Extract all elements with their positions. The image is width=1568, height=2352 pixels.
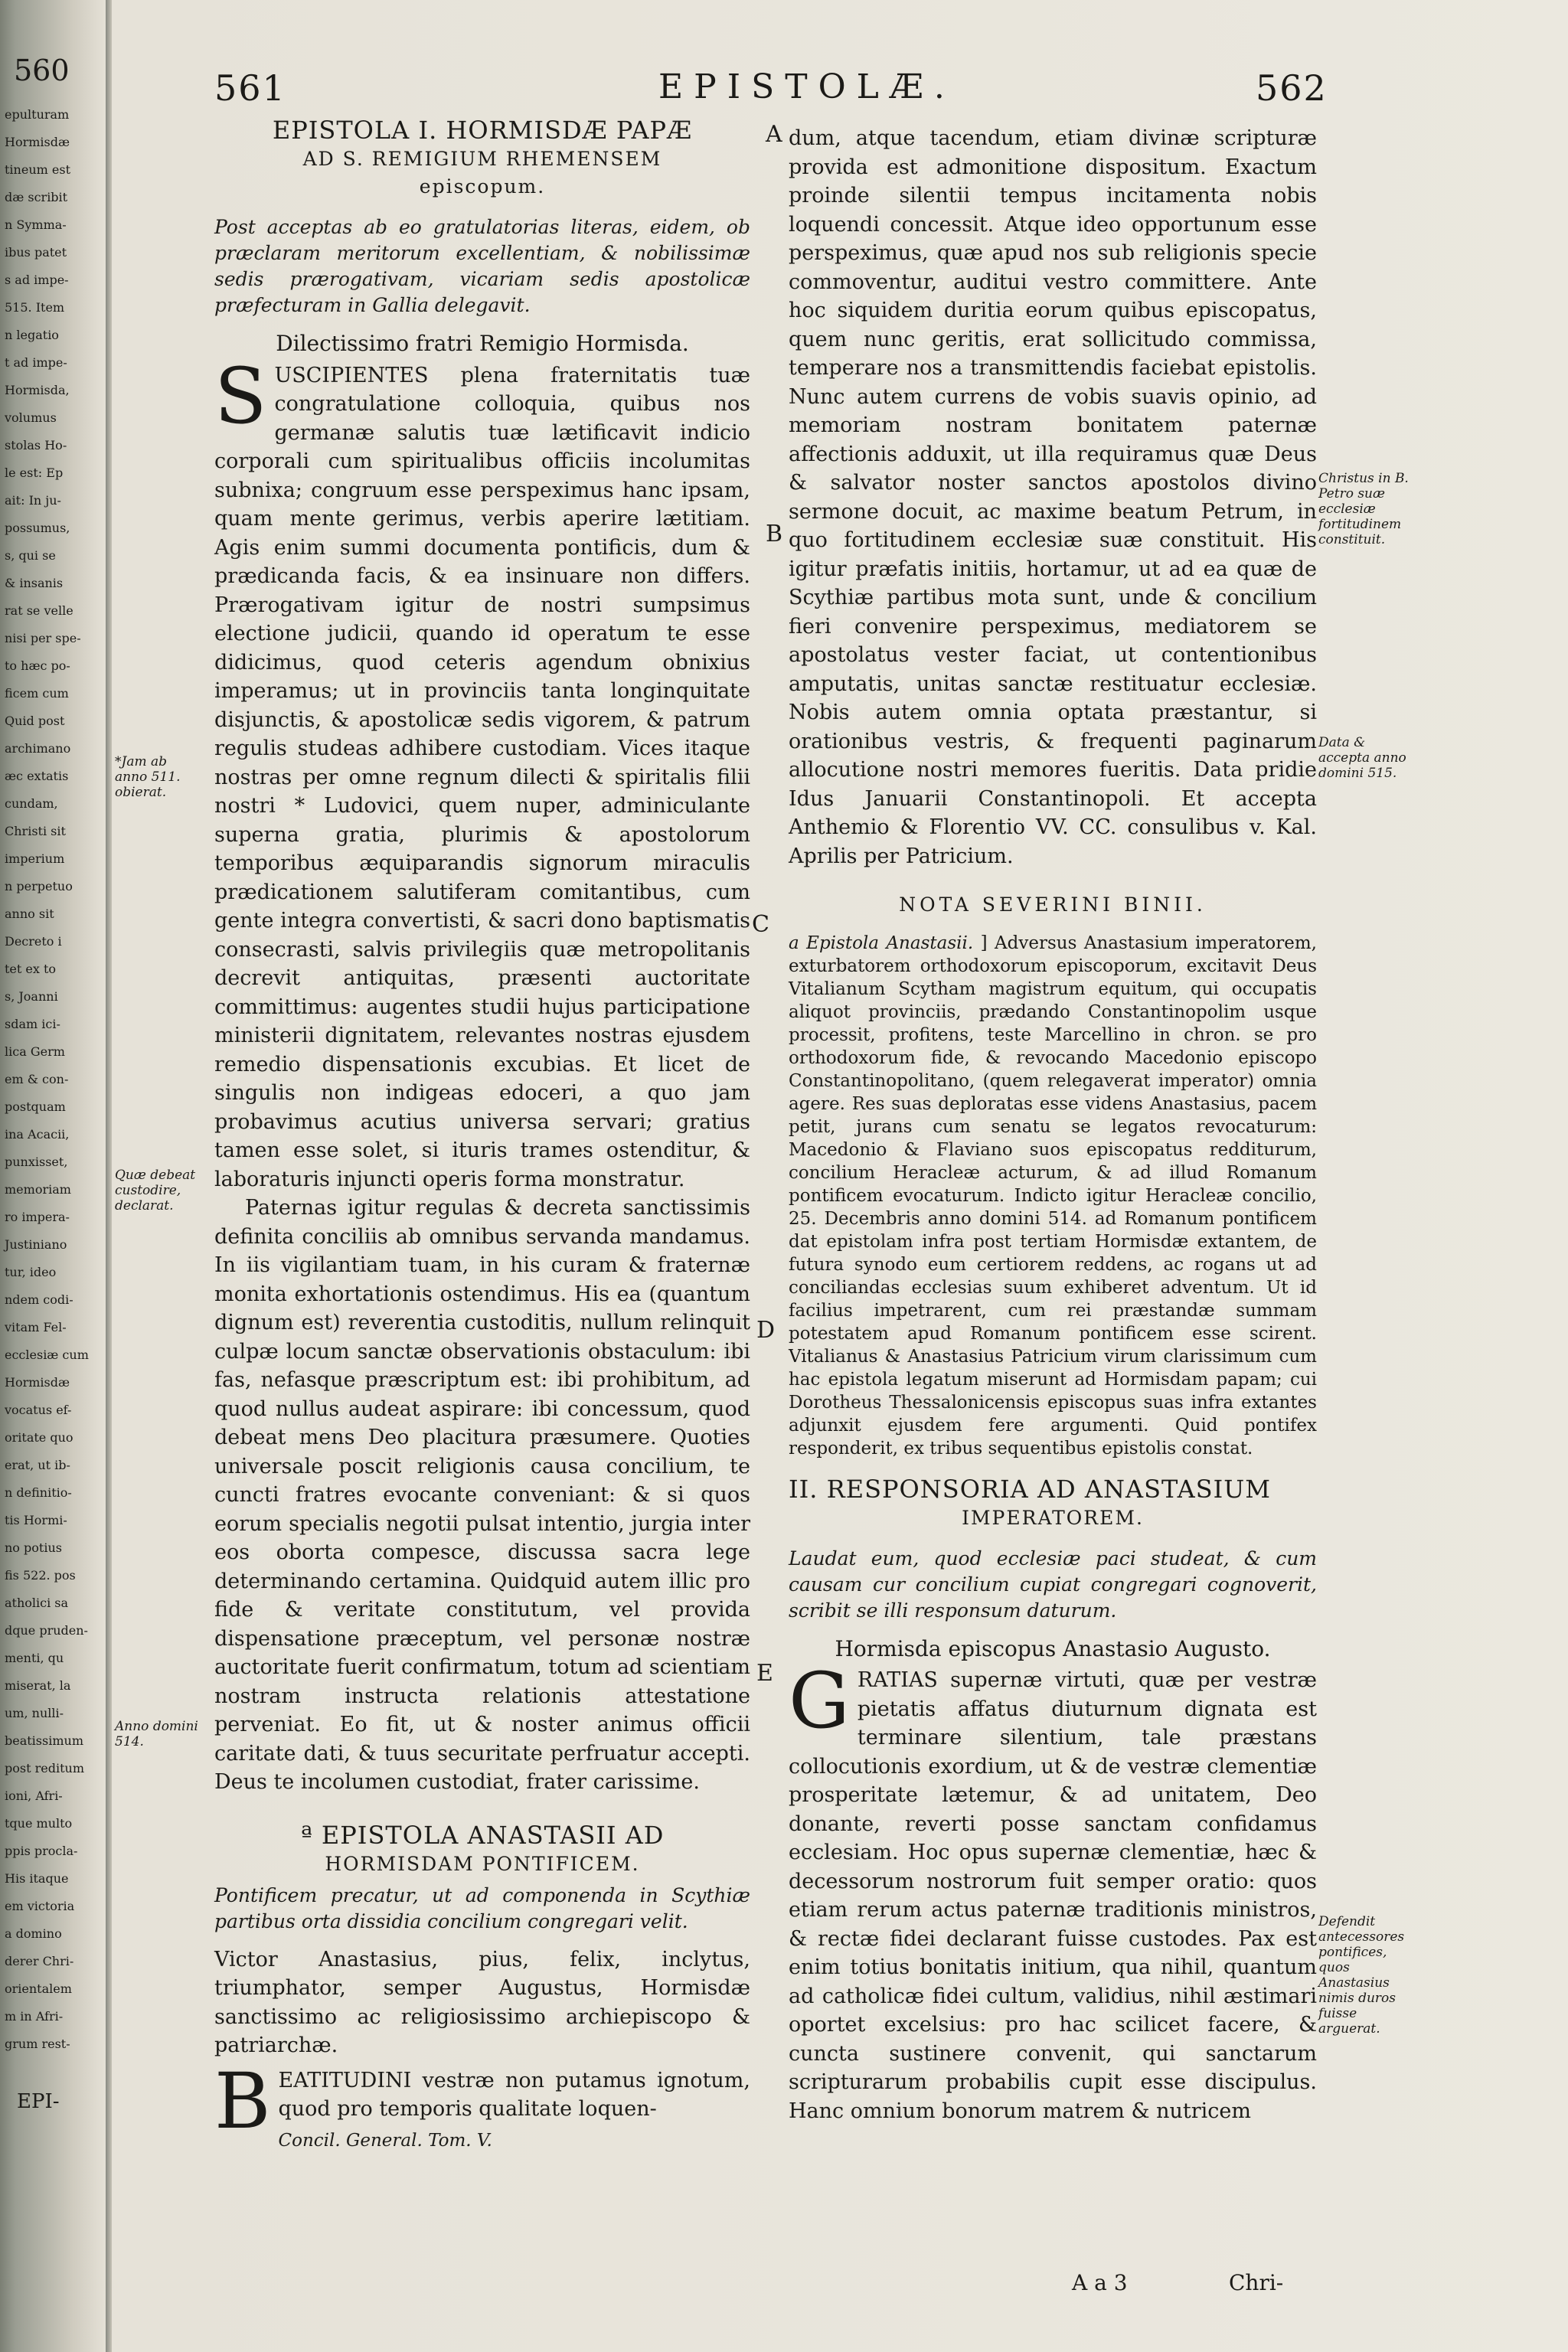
previous-page-line: ficem cum	[5, 686, 69, 701]
previous-page-line: Quid post	[5, 714, 65, 728]
previous-page-line: miserat, la	[5, 1678, 71, 1693]
previous-page-line: n legatio	[5, 328, 59, 342]
previous-page-line: His itaque	[5, 1871, 69, 1886]
drop-capital: B	[214, 2056, 271, 2146]
paragraph: Paternas igitur regulas & decreta sanctissimis definita conciliis ab omnibus servanda mandamus. In iis vigilantiam tuam, in his curam & fraternæ monita exhortationis ostendimus. His ea (quantum dignum est) reverentia custoditis, nullum relinquit culpæ locum sanctæ observationis obstaculum: ibi fas, nefasque præscriptum est: ibi prohibitum, ad quod nullus audeat aspirare: ibi concessum, quod debeat mens Deo placitura præsumere. Quoties universale poscit religionis causa concilium, te cuncti fratres evocante conveniant: & si quos eorum specialis negotii pulsat intentio, jurgia inter eos oborta compesce, discussa sacra lege determinando certamina. Quidquid autem illic pro fide & veritate constitutum, vel provida dispensatione præceptum, vel personæ nostræ auctoritate fuerit confirmatum, totum ad scientiam nostram instructa relationis attestatione perveniat. Eo fit, ut & noster animus officii caritate dati, & tuus securitate perfruatur accepti. Deus te incolumen custodiat, frater carissime.	[214, 1196, 750, 1794]
margin-note: Data & accepta anno domini 515.	[1318, 735, 1406, 781]
margin-note: *Jam ab anno 511. obierat.	[115, 754, 181, 800]
previous-page-line: um, nulli-	[5, 1706, 64, 1720]
previous-page-line: le est: Ep	[5, 466, 64, 480]
previous-page-line: a domino	[5, 1926, 62, 1941]
letter-salutation-2: Victor Anastasius, pius, felix, inclytus, triumphator, semper Augustus, Hormisdæ sanctissimo ac religiosissimo archiepiscopo & patriarchæ.	[214, 1947, 750, 2057]
margin-note: Quæ debeat custodire, declarat.	[115, 1168, 196, 1214]
previous-page-line: tur, ideo	[5, 1265, 57, 1279]
letter-body-3	[789, 1656, 1317, 2125]
previous-page-line: Hormisdæ	[5, 135, 70, 149]
margin-note: Christus in B. Petro suæ ecclesiæ fortitudinem constituit.	[1318, 471, 1409, 547]
previous-page-line: beatissimum	[5, 1733, 83, 1748]
previous-page-line: Hormisda,	[5, 383, 70, 397]
previous-page-line: ecclesiæ cum	[5, 1348, 89, 1362]
previous-page-line: nisi per spe-	[5, 631, 81, 645]
letter-title-3: II. RESPONSORIA AD ANASTASIUM	[789, 1474, 1272, 1504]
previous-page-line: Hormisdæ	[5, 1375, 70, 1390]
signature-mark: A a 3	[1072, 2270, 1128, 2295]
previous-page-line: epulturam	[5, 107, 70, 122]
margin-note: Defendit antecessores pontifices, quos Anastasius nimis duros fuisse arguerat.	[1318, 1914, 1405, 2037]
right-column	[789, 124, 1317, 2125]
previous-page-line: Justiniano	[5, 1237, 67, 1252]
previous-page-line: to hæc po-	[5, 658, 70, 673]
previous-page-line: dæ scribit	[5, 190, 68, 204]
page-number-right: 562	[1256, 67, 1328, 109]
previous-page-line: tet ex to	[5, 962, 57, 976]
letter-salutation-3: Hormisda episcopus Anastasio Augusto.	[835, 1635, 1271, 1661]
page-number-left: 561	[214, 67, 286, 109]
previous-page-line: Decreto i	[5, 934, 62, 949]
previous-page-line: rat se velle	[5, 603, 74, 618]
paragraph: RATIAS supernæ virtuti, quæ per vestræ pietatis affatus diuturnum dignata est terminare silentium, tale præstans collocutionis exordium, ut & de vestræ clementiæ prosperitate lætemur, & ad unitatem, Deo donante, reverti posse sanctam confidamus ecclesiam. Hoc opus supernæ clementiæ, hæc & decessorum nostrorum fuit semper oratio: quos etiam rerum actus paternæ traditionis ministros, & rectæ fidei declarant fuisse custodes. Pax est enim totius bonitatis initium, qua nihil, quantum ad catholicæ fidei cultum, validius, nihil æstimari oportet excelsius: pro hac scilicet facere, & cuncta sustinere convenit, qui sanctarum scripturarum probabilis cupit esse discipulus. Hanc omnium bonorum matrem & nutricem	[789, 1668, 1317, 2123]
previous-page-line: æc extatis	[5, 769, 69, 783]
previous-page-line: grum rest-	[5, 2037, 70, 2051]
previous-page-fragment	[0, 54, 98, 2197]
previous-page-line: cundam,	[5, 796, 58, 811]
previous-page-number: 560	[14, 54, 70, 87]
previous-page-line: m in Afri-	[5, 2009, 64, 2024]
letter-body	[214, 351, 750, 1797]
previous-page-line: sdam ici-	[5, 1017, 60, 1031]
note-body	[789, 932, 1317, 1460]
letter-subtitle-2: episcopum.	[419, 175, 546, 198]
previous-page-line: ppis procla-	[5, 1844, 78, 1858]
previous-page-line: atholici sa	[5, 1596, 69, 1610]
letter-subtitle-3: HORMISDAM PONTIFICEM.	[325, 1852, 640, 1875]
previous-page-line: tineum est	[5, 162, 70, 177]
letter-continuation	[789, 124, 1317, 871]
letter-salutation: Dilectissimo fratri Remigio Hormisda.	[276, 331, 689, 356]
previous-page-line: s ad impe-	[5, 273, 69, 287]
previous-page-line: Christi sit	[5, 824, 66, 838]
previous-page-line: memoriam	[5, 1182, 71, 1197]
previous-page-line: n definitio-	[5, 1485, 72, 1500]
previous-page-line: 515. Item	[5, 300, 65, 315]
previous-page-line: erat, ut ib-	[5, 1458, 70, 1472]
note-lead: a Epistola Anastasii.	[789, 933, 974, 953]
book-gutter	[106, 0, 112, 2352]
paragraph: EATITUDINI vestræ non putamus ignotum, quod pro temporis qualitate loquen-	[278, 2068, 750, 2121]
letter-summary-3: Laudat eum, quod ecclesiæ paci studeat, & cum causam cur concilium cupiat congregari cognoverit, scribit se illi responsum daturum.	[789, 1547, 1317, 1622]
previous-page-line: ioni, Afri-	[5, 1788, 63, 1803]
note-title: NOTA SEVERINI BINII.	[899, 893, 1207, 916]
previous-page-line: s, qui se	[5, 548, 56, 563]
previous-page-line: post reditum	[5, 1761, 84, 1775]
previous-page-line: postquam	[5, 1099, 66, 1114]
margin-note: Anno domini 514.	[115, 1719, 198, 1749]
previous-page-line: punxisset,	[5, 1155, 68, 1169]
previous-page-line: em & con-	[5, 1072, 69, 1086]
paragraph: USCIPIENTES plena fraternitatis tuæ congratulatione colloquia, quibus nos germanæ salutis tuæ lætificavit indicio corporali cum spiritualibus officiis incolumitas subnixa; congruum esse perspeximus hanc ipsam, quam mente gerimus, verbis aperire lætitiam. Agis enim summi documenta pontificis, dum & prædicanda facis, & ea insinuare non differs. Prærogativam igitur de nostri sumpsimus electione judicii, quando id operatum te esse didicimus, quod ceteris agendum obnixius imperamus; ut in provinciis tanta longinquitate disjunctis, & apostolicæ sedis vigorem, & patrum regulis studeas adhibere custodiam. Vices itaque nostras per omne regnum dilecti & spiritalis filii nostri * Ludovici, quem nuper, adminiculante superna gratia, plurimis & apostolorum temporibus æquiparandis signorum miraculis prædicationem salutiferam comitantibus, cum gente integra convertisti, & sacri dono baptismatis consecrasti, salvis privilegiis quæ metropolitanis decrevit antiquitas, præsenti auctoritate committimus: augentes studii hujus participatione ministerii dignitatem, relevantes nostras ejusdem remedio dispensationis excubias. Et licet de singulis non indigeas edoceri, a quo jam probavimus acutius universa servari; gratius tamen esse solet, si ituris trames ostenditur, & laboraturis injuncti operis forma monstratur.	[214, 363, 750, 1191]
letter-title: EPISTOLA I. HORMISDÆ PAPÆ	[272, 116, 693, 145]
section-marker-c: C	[752, 911, 769, 938]
previous-page-catchword: EPI-	[17, 2090, 60, 2113]
previous-page-line: ro impera-	[5, 1210, 70, 1224]
letter-summary: Post acceptas ab eo gratulatorias literas, eidem, ob præclaram meritorum excellentiam, & nobilissimæ sedis prærogativam, vicariam sedis apostolicæ præfecturam in Gallia delegavit.	[214, 216, 750, 316]
previous-page-line: ina Acacii,	[5, 1127, 70, 1142]
previous-page-line: ait: In ju-	[5, 493, 61, 508]
drop-capital: S	[214, 351, 267, 441]
previous-page-line: orientalem	[5, 1981, 72, 1996]
letter-title-2: ª EPISTOLA ANASTASII AD	[300, 1820, 665, 1850]
section-marker-d: D	[756, 1317, 776, 1344]
note-text: ] Adversus Anastasium imperatorem, exturbatorem orthodoxorum episcoporum, excitavit Deus Vitalianum Scytham magistrum equitum, qui occupatis aliquot provinciis, prædando Constantinopolim usque processit, profitens, teste Marcellino in chron. se pro orthodoxorum fide, & revocando Macedonio episcopo Constantinopolitano, (quem relegaverat imperator) omnia agere. Res suas deploratas esse videns Anastasius, pacem petit, jurans cum senatu se legatos revocaturum: Macedonio & Flaviano suos episcopatus redditurum, concilium Heracleæ acturum, & ad illud Romanum pontificem evocaturum. Indicto igitur Heracleæ concilio, 25. Decembris anno domini 514. ad Romanum pontificem dat epistolam infra post tertiam Hormisdæ extantem, de futura synodo eum certiorem reddens, ac rogans ut ad conciliandas ecclesias suum exhiberet adventum. Ut id facilius impetrarent, cum rei præstandæ summam potestatem apud Romanum pontificem esse scirent. Vitalianus & Anastasius Patricium virum clarissimum cum hac epistola legatum miserunt ad Hormisdam papam; cui Dorotheus Thessalonicensis episcopus suas infra extantes adjunxit ejusdem fere argumenti. Quid pontifex responderit, ex tribus sequentibus epistolis constat.	[789, 933, 1317, 1459]
footer-reference: Concil. General. Tom. V.	[278, 2130, 492, 2151]
previous-page-line: oritate quo	[5, 1430, 74, 1445]
previous-page-line: n Symma-	[5, 217, 67, 232]
section-marker-b: B	[766, 521, 783, 547]
previous-page-line: em victoria	[5, 1899, 75, 1913]
previous-page-line: volumus	[5, 410, 57, 425]
previous-page-line: ndem codi-	[5, 1292, 74, 1307]
running-title: EPISTOLÆ.	[658, 67, 956, 106]
letter-subtitle-4: IMPERATOREM.	[962, 1506, 1144, 1529]
previous-page-line: fis 522. pos	[5, 1568, 76, 1583]
previous-page-line: tque multo	[5, 1816, 73, 1831]
previous-page-line: n perpetuo	[5, 879, 73, 893]
previous-page-line: vitam Fel-	[5, 1320, 67, 1334]
previous-page-line: s, Joanni	[5, 989, 58, 1004]
section-marker-e: E	[756, 1660, 773, 1687]
previous-page-line: imperium	[5, 851, 65, 866]
previous-page-line: & insanis	[5, 576, 64, 590]
letter-subtitle: AD S. REMIGIUM RHEMENSEM	[302, 148, 662, 170]
previous-page-line: t ad impe-	[5, 355, 67, 370]
previous-page-line: lica Germ	[5, 1044, 65, 1059]
previous-page-line: anno sit	[5, 906, 54, 921]
previous-page-line: ibus patet	[5, 245, 67, 260]
previous-page-line: dque pruden-	[5, 1623, 88, 1638]
drop-capital: G	[789, 1656, 850, 1746]
previous-page-line: menti, qu	[5, 1651, 64, 1665]
previous-page-line: possumus,	[5, 521, 70, 535]
section-marker-a: A	[766, 121, 782, 148]
left-column	[214, 115, 750, 2155]
previous-page-line: stolas Ho-	[5, 438, 67, 452]
previous-page-line: tis Hormi-	[5, 1513, 67, 1527]
previous-page-line: derer Chri-	[5, 1954, 74, 1968]
paragraph: dum, atque tacendum, etiam divinæ scripturæ provida est admonitione dispositum. Exactum proinde silentii tempus incitamenta nobis loquendi concessit. Atque ideo opportunum esse perspeximus, quæ apud nos sub religionis specie commoventur, auditui vestro committere. Ante hoc siquidem duritia eorum quibus episcopatus, quem nunc geritis, erat sollicitudo commissa, temperare nos a transmittendis faciebat epistolis. Nunc autem currens de vobis suavis opinio, ad memoriam nostram bonitatem paternæ affectionis adduxit, ut illa requiramus quæ Deus & salvator noster sanctos apostolos divino sermone docuit, ac maxime beatum Petrum, in quo fortitudinem ecclesiæ suæ constituit. His igitur præfatis initiis, hortamur, ut ad ea quæ de Scythiæ partibus mota sunt, unde & concilium fieri convenire perspeximus, mediatorem se apostolatus vester faciat, ut contentionibus amputatis, unitas sanctæ restituatur ecclesiæ. Nobis autem omnia optata præstantur, si orationibus vestris, & frequenti paginarum allocutione nostri memores fueritis. Data pridie Idus Januarii Constantinopoli. Et accepta Anthemio & Florentio VV. CC. consulibus v. Kal. Aprilis per Patricium.	[789, 126, 1317, 868]
previous-page-line: vocatus ef-	[5, 1403, 72, 1417]
previous-page-line: no potius	[5, 1540, 62, 1555]
catchword: Chri-	[1229, 2270, 1284, 2295]
letter-summary-2: Pontificem precatur, ut ad componenda in Scythiæ partibus orta dissidia concilium congregari velit.	[214, 1883, 750, 1932]
previous-page-line: archimano	[5, 741, 71, 756]
